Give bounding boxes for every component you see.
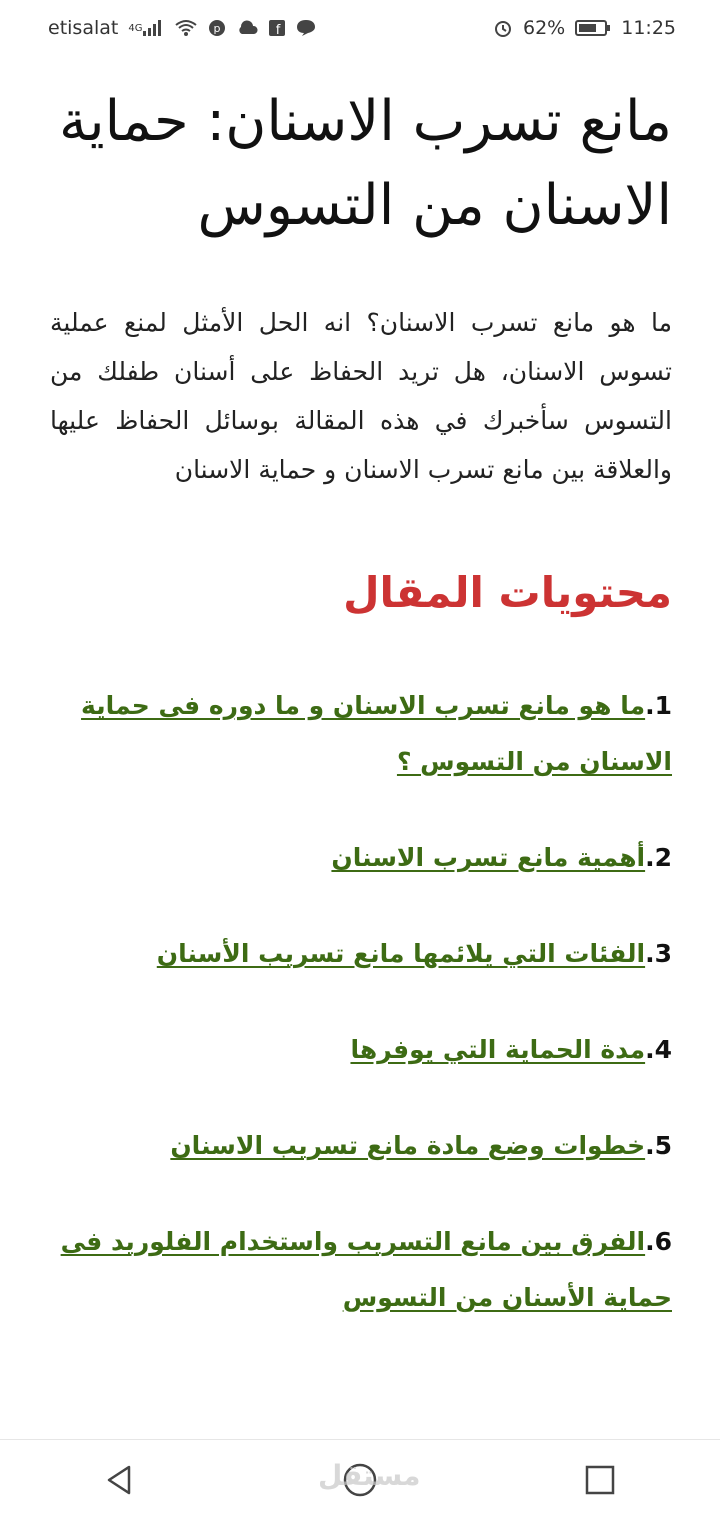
battery-percent: 62% (523, 17, 566, 39)
wifi-icon (174, 19, 198, 37)
toc-number: 4. (645, 1035, 672, 1064)
article-intro: ما هو مانع تسرب الاسنان؟ انه الحل الأمثل لمنع عملية تسوس الاسنان، هل تريد الحفاظ على أسنان طفلك من التسوس سأخبرك في هذه المقالة بوسائل الحفاظ عليها والعلاقة بين مانع تسرب الاسنان و حماية الاسنان (50, 308, 672, 484)
toc-item (50, 1214, 672, 1326)
svg-text:f: f (276, 23, 281, 37)
recents-button[interactable] (570, 1450, 630, 1510)
status-right (493, 17, 676, 39)
back-triangle-icon (103, 1463, 137, 1497)
recents-square-icon (584, 1464, 616, 1496)
toc-number: 3. (645, 939, 672, 968)
facebook-icon (268, 19, 286, 37)
svg-text:p: p (213, 22, 221, 35)
toc-link[interactable]: الفئات التي يلائمها مانع تسريب الأسنان (156, 939, 646, 968)
watermark-logo: مستقل (318, 1459, 421, 1492)
chat-bubble-icon (296, 19, 316, 37)
back-button[interactable] (90, 1450, 150, 1510)
toc-number: 6. (645, 1227, 672, 1256)
toc-item (50, 830, 672, 886)
toc-link[interactable]: الفرق بين مانع التسريب واستخدام الفلوريد فى حماية الأسنان من التسوس (60, 1227, 672, 1312)
table-of-contents (50, 678, 672, 1326)
battery-icon (575, 19, 611, 37)
signal-icon (128, 19, 164, 37)
toc-number: 5. (645, 1131, 672, 1160)
article-title: مانع تسرب الاسنان: حماية الاسنان من التسوس (58, 89, 672, 238)
toc-item (50, 678, 672, 790)
toc-heading: محتويات المقال (343, 568, 672, 617)
toc-link[interactable]: خطوات وضع مادة مانع تسريب الاسنان (170, 1131, 646, 1160)
network-type: 4G (128, 22, 143, 34)
toc-number: 1. (645, 691, 672, 720)
toc-item (50, 926, 672, 982)
toc-item (50, 1022, 672, 1078)
clock-time: 11:25 (621, 17, 676, 39)
toc-item (50, 1118, 672, 1174)
cloud-icon (236, 20, 258, 36)
pinterest-icon (208, 19, 226, 37)
toc-link[interactable]: ما هو مانع تسرب الاسنان و ما دوره فى حماية الاسنان من التسوس ؟ (81, 691, 672, 776)
toc-link[interactable]: أهمية مانع تسرب الاسنان (331, 843, 646, 872)
toc-link[interactable]: مدة الحماية التي يوفرها (350, 1035, 646, 1064)
status-left (48, 17, 316, 39)
alarm-icon (493, 18, 513, 38)
status-bar (0, 0, 720, 56)
carrier-name: etisalat (48, 17, 119, 39)
toc-number: 2. (645, 843, 672, 872)
article-content (50, 80, 672, 1366)
